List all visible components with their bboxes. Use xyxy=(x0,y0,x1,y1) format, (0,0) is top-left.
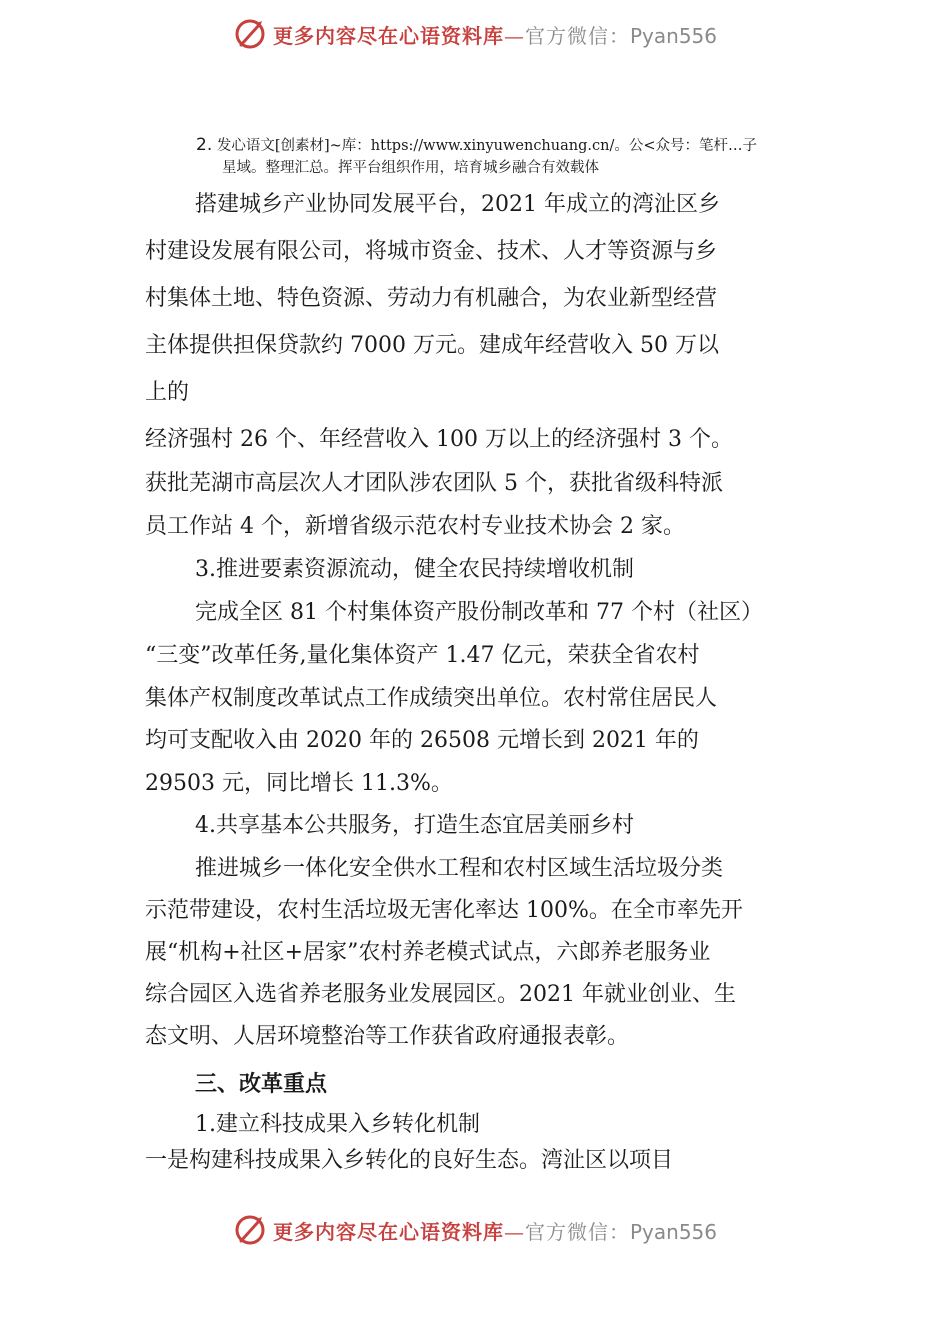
paragraph-line: 综合园区入选省养老服务业发展园区。2021 年就业创业、生 xyxy=(145,982,736,1007)
watermark-banner-top xyxy=(0,14,950,54)
source-note xyxy=(196,134,846,179)
watermark-title: 更多内容尽在心语资料库 xyxy=(272,23,504,48)
note-line-1: 发心语文[创素材]~库：https://www.xinyuwenchuang.cn/。公<众号：笔杆…子 xyxy=(216,138,757,154)
paragraph-line: 态文明、人居环境整治等工作获省政府通报表彰。 xyxy=(145,1024,630,1049)
paragraph-line: 经济强村 26 个、年经营收入 100 万以上的经济强村 3 个。 xyxy=(145,427,733,452)
section-heading: 三、改革重点 xyxy=(195,1072,328,1097)
watermark-text xyxy=(273,20,717,49)
paragraph-line: 村建设发展有限公司，将城市资金、技术、人才等资源与乡 xyxy=(145,239,718,264)
paragraph-line: 均可支配收入由 2020 年的 26508 元增长到 2021 年的 xyxy=(145,728,699,753)
brush-logo-icon xyxy=(233,1213,267,1247)
watermark-dash: — xyxy=(503,23,525,48)
paragraph-line: 主体提供担保贷款约 7000 万元。建成年经营收入 50 万以 xyxy=(145,333,719,358)
watermark-banner-bottom xyxy=(0,1210,950,1250)
brush-logo-icon xyxy=(233,17,267,51)
paragraph-line: 示范带建设，农村生活垃圾无害化率达 100%。在全市率先开 xyxy=(145,898,743,923)
section-subheading: 4.共享基本公共服务，打造生态宜居美丽乡村 xyxy=(195,813,634,838)
watermark-label: 官方微信： xyxy=(524,1219,630,1244)
note-number: 2. xyxy=(196,135,213,155)
paragraph-line: 展“机构+社区+居家”农村养老模式试点，六郎养老服务业 xyxy=(145,940,711,965)
section-subheading: 3.推进要素资源流动，健全农民持续增收机制 xyxy=(195,557,634,582)
note-line-2: 星域。整理汇总。挥平台组织作用，培育城乡融合有效载体 xyxy=(222,160,599,176)
watermark-title: 更多内容尽在心语资料库 xyxy=(272,1219,504,1244)
paragraph-line: 上的 xyxy=(145,380,190,405)
watermark-dash: — xyxy=(503,1219,525,1244)
paragraph-line: 一是构建科技成果入乡转化的良好生态。湾沚区以项目 xyxy=(145,1148,674,1173)
paragraph-line: 员工作站 4 个，新增省级示范农村专业技术协会 2 家。 xyxy=(145,514,685,539)
watermark-label: 官方微信： xyxy=(524,23,630,48)
watermark-wechat-id: Pyan556 xyxy=(629,1219,717,1244)
paragraph-line: 完成全区 81 个村集体资产股份制改革和 77 个村（社区） xyxy=(195,600,763,625)
paragraph-line: 推进城乡一体化安全供水工程和农村区域生活垃圾分类 xyxy=(195,856,724,881)
section-subheading: 1.建立科技成果入乡转化机制 xyxy=(195,1112,480,1137)
watermark-wechat-id: Pyan556 xyxy=(629,23,717,48)
paragraph-line: 29503 元，同比增长 11.3%。 xyxy=(145,771,453,796)
paragraph-line: 搭建城乡产业协同发展平台，2021 年成立的湾沚区乡 xyxy=(195,192,720,217)
paragraph-line: 获批芜湖市高层次人才团队涉农团队 5 个，获批省级科特派 xyxy=(145,471,723,496)
paragraph-line: 集体产权制度改革试点工作成绩突出单位。农村常住居民人 xyxy=(145,686,718,711)
paragraph-line: 村集体土地、特色资源、劳动力有机融合，为农业新型经营 xyxy=(145,286,718,311)
paragraph-line: “三变”改革任务,量化集体资产 1.47 亿元，荣获全省农村 xyxy=(145,643,700,668)
watermark-text xyxy=(273,1216,717,1245)
